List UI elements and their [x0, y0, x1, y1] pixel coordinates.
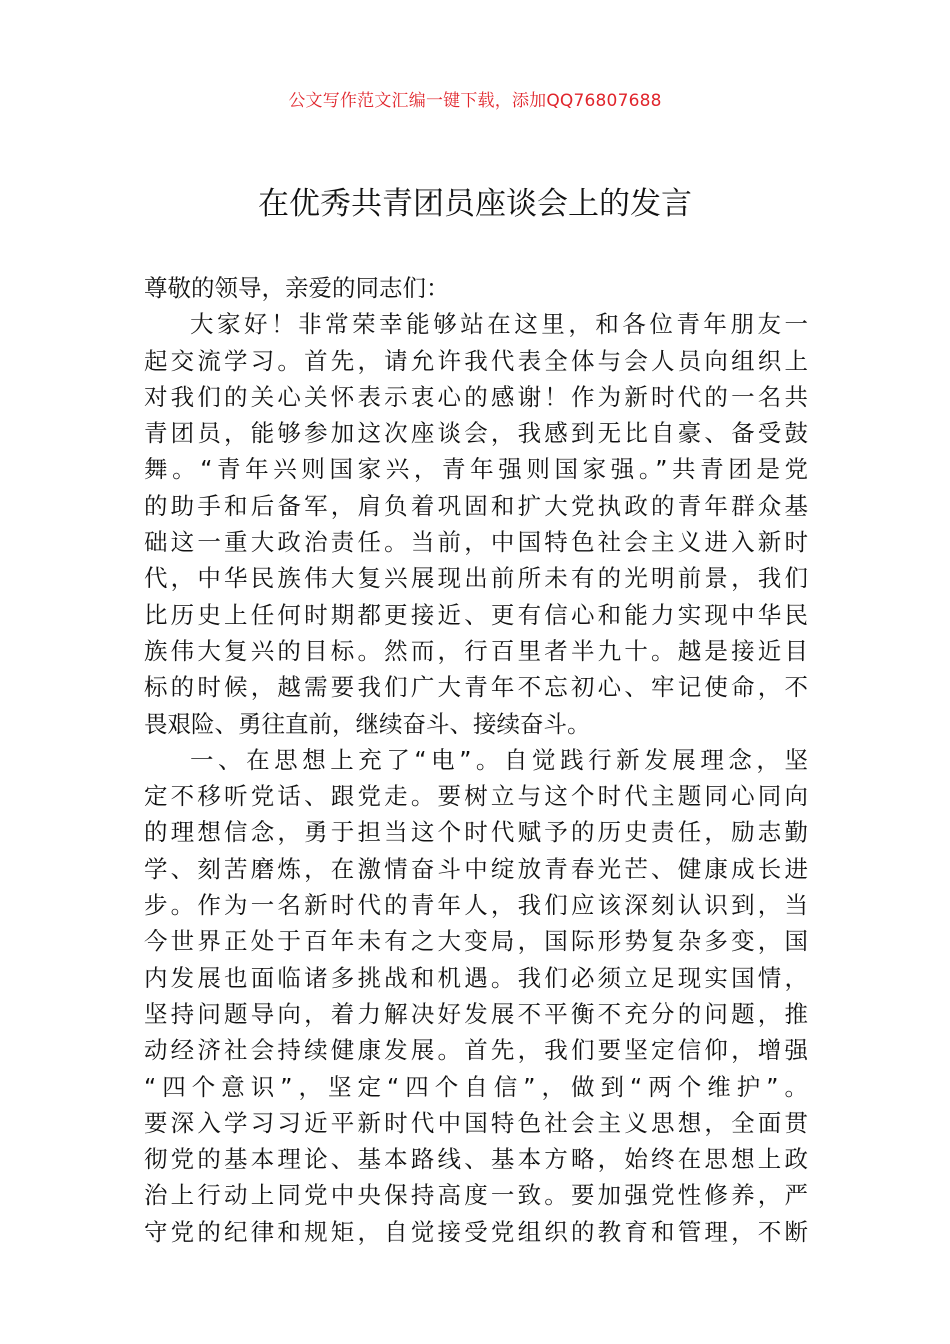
body-line: 今世界正处于百年未有之大变局，国际形势复杂多变，国 [144, 927, 808, 956]
body-line: 族伟大复兴的目标。然而，行百里者半九十。越是接近目 [144, 636, 808, 665]
body-line: 的理想信念，勇于担当这个时代赋予的历史责任，励志勤 [144, 818, 808, 847]
body-line: 舞。“青年兴则国家兴，青年强则国家强。”共青团是党 [144, 455, 808, 484]
document-body [144, 270, 808, 1250]
body-line: 守党的纪律和规矩，自觉接受党组织的教育和管理，不断 [144, 1217, 808, 1246]
body-line: 代，中华民族伟大复兴展现出前所未有的光明前景，我们 [144, 564, 808, 593]
body-line: 对我们的关心关怀表示衷心的感谢！作为新时代的一名共 [144, 382, 808, 411]
body-line: 步。作为一名新时代的青年人，我们应该深刻认识到，当 [144, 891, 808, 920]
body-line: 础这一重大政治责任。当前，中国特色社会主义进入新时 [144, 528, 808, 557]
body-line: 标的时候，越需要我们广大青年不忘初心、牢记使命，不 [144, 673, 808, 702]
body-line: 坚持问题导向，着力解决好发展不平衡不充分的问题，推 [144, 999, 808, 1028]
body-line: 学、刻苦磨炼，在激情奋斗中绽放青春光芒、健康成长进 [144, 854, 808, 883]
body-line: 畏艰险、勇往直前，继续奋斗、接续奋斗。 [144, 709, 591, 738]
body-line: 要深入学习习近平新时代中国特色社会主义思想，全面贯 [144, 1108, 808, 1137]
body-line: 尊敬的领导，亲爱的同志们： [144, 274, 450, 302]
body-line: 大家好！非常荣幸能够站在这里，和各位青年朋友一 [190, 310, 808, 339]
body-line: 比历史上任何时期都更接近、更有信心和能力实现中华民 [144, 600, 808, 629]
body-line: 定不移听党话、跟党走。要树立与这个时代主题同心同向 [144, 782, 808, 811]
download-promo-note: 公文写作范文汇编一键下载，添加QQ76807688 [288, 91, 662, 111]
body-line: 内发展也面临诸多挑战和机遇。我们必须立足现实国情， [144, 963, 808, 992]
body-line: 的助手和后备军，肩负着巩固和扩大党执政的青年群众基 [144, 491, 808, 520]
body-line: 彻党的基本理论、基本路线、基本方略，始终在思想上政 [144, 1145, 808, 1174]
body-line: 一、在思想上充了“电”。自觉践行新发展理念，坚 [190, 745, 808, 774]
body-line: 治上行动上同党中央保持高度一致。要加强党性修养，严 [144, 1181, 808, 1210]
body-line: 青团员，能够参加这次座谈会，我感到无比自豪、备受鼓 [144, 419, 808, 448]
body-line: “四个意识”，坚定“四个自信”，做到“两个维护”。 [144, 1072, 808, 1101]
document-title: 在优秀共青团员座谈会上的发言 [258, 186, 692, 222]
body-line: 起交流学习。首先，请允许我代表全体与会人员向组织上 [144, 346, 808, 375]
body-line: 动经济社会持续健康发展。首先，我们要坚定信仰，增强 [144, 1036, 808, 1065]
